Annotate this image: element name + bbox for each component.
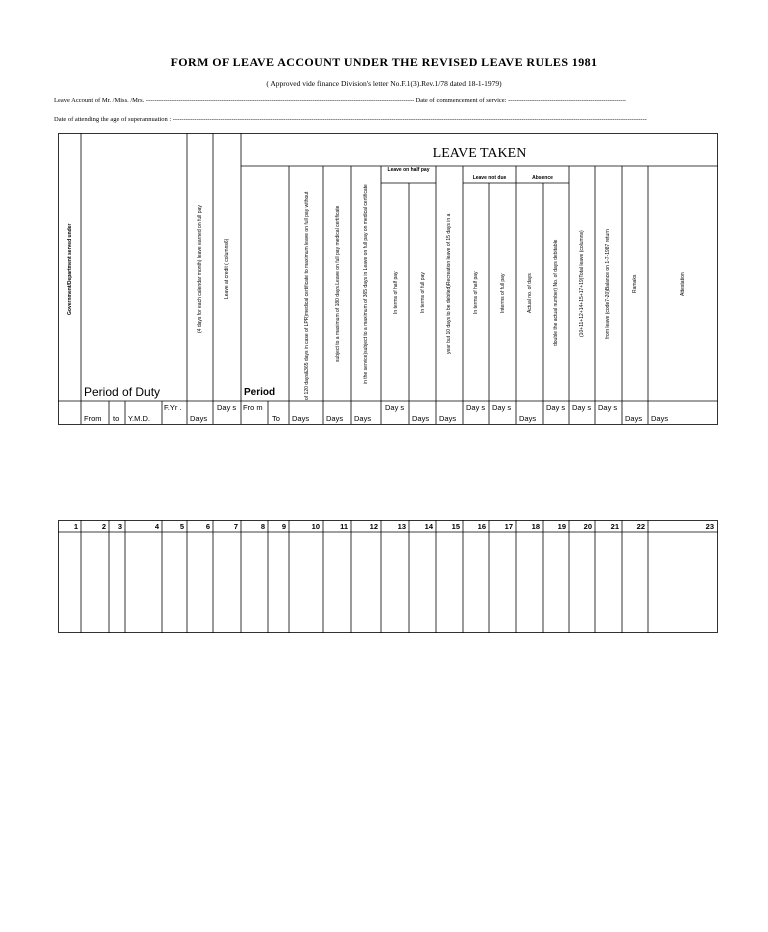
full-pay-terms-header: In terms of full pay <box>420 272 426 314</box>
to-subheader: to <box>113 414 120 423</box>
leave-earned-header: (4 days for each calendar month) leave earned on full pay <box>197 205 203 333</box>
days-subheader-22: Days <box>625 414 643 423</box>
superannuation-label: Date of attending the age of superannuation : <box>54 116 172 123</box>
medical-cert-2-header: subject to a maximum of 180 days.Leave on full pay medical certificate <box>335 205 341 363</box>
actual-days-header: Actual no. of days <box>527 273 533 313</box>
medical-cert-1-header: of 120 days&365 days in case of LPR)medical certificate to maximum leave on full pay without <box>304 191 310 400</box>
form-subtitle: ( Approved vide finance Division's letter No.F.1(3).Rev.1/78 dated 18-1-1979) <box>266 79 502 88</box>
fyr-subheader: F.Yr . <box>164 403 182 412</box>
not-due-full-pay-header: Interms of full pay <box>500 273 506 313</box>
col-number-11: 11 <box>340 522 348 531</box>
balance-header: from leave (code7-20)Balance on 1-7-1987 return <box>605 229 611 339</box>
days-subheader-20: Day s <box>572 403 592 412</box>
days-subheader-7: Day s <box>217 403 237 412</box>
col-number-18: 18 <box>531 522 540 531</box>
col-number-17: 17 <box>504 522 513 531</box>
col-number-16: 16 <box>477 522 486 531</box>
remarks-header: Ramaks <box>632 274 638 294</box>
period-heading: Period <box>244 387 276 398</box>
period-of-duty-heading: Period of Duty <box>84 385 161 399</box>
not-due-half-pay-header: In terms of half pay <box>473 271 479 315</box>
col-number-6: 6 <box>205 522 210 531</box>
to-subheader-9: To <box>272 414 280 423</box>
absence-label: Absence <box>532 175 553 181</box>
days-subheader-23: Days <box>651 414 669 423</box>
col-number-8: 8 <box>260 522 265 531</box>
from-m-subheader: Fro m <box>243 403 263 412</box>
col-number-21: 21 <box>610 522 619 531</box>
data-entry-row[interactable] <box>59 533 717 632</box>
form-title: FORM OF LEAVE ACCOUNT UNDER THE REVISED LEAVE RULES 1981 <box>170 55 598 69</box>
col-number-4: 4 <box>154 522 159 531</box>
days-subheader-15: Days <box>439 414 457 423</box>
col-number-3: 3 <box>117 522 122 531</box>
total-leave-header: (10+11+12+14+15+17+19)Total leave (columns) <box>579 230 585 338</box>
col-number-13: 13 <box>397 522 406 531</box>
col-number-2: 2 <box>101 522 106 531</box>
recreation-leave-header: year but 10 days to be debited)Recreation leave of 15 days in a <box>446 213 452 355</box>
days-subheader-10: Days <box>292 414 310 423</box>
days-subheader-19: Day s <box>546 403 566 412</box>
col-number-9: 9 <box>281 522 286 531</box>
commencement-label: Date of commencement of service: <box>415 97 507 104</box>
leave-taken-heading: LEAVE TAKEN <box>432 146 527 161</box>
col-number-1: 1 <box>73 522 78 531</box>
col-number-19: 19 <box>557 522 566 531</box>
medical-cert-3-header: in the service)subject to a maximum of 365 days in Leave on full pay on medical certificate <box>363 184 369 384</box>
days-subheader-21: Day s <box>598 403 618 412</box>
col-number-14: 14 <box>424 522 433 531</box>
days-subheader-12: Days <box>354 414 372 423</box>
col-number-20: 20 <box>583 522 592 531</box>
leave-account-label: Leave Account of Mr. /Miss. /Mrs. <box>54 97 145 104</box>
ymd-subheader: Y.M.D. <box>128 414 150 423</box>
col-number-5: 5 <box>179 522 184 531</box>
col-number-15: 15 <box>451 522 460 531</box>
govt-department-header: Government/Department served under <box>67 223 73 315</box>
col-number-12: 12 <box>369 522 378 531</box>
from-subheader: From <box>84 414 102 423</box>
attestation-header: Attestation <box>680 272 686 296</box>
days-subheader-11: Days <box>326 414 344 423</box>
days-debitable-header: double the actual number) No. of days debitable <box>553 239 559 347</box>
days-subheader-13: Day s <box>385 403 405 412</box>
days-subheader-17: Day s <box>492 403 512 412</box>
days-subheader-6: Days <box>190 414 208 423</box>
leave-credit-header: Leave at credit ( columns6) <box>224 238 230 300</box>
col-number-22: 22 <box>636 522 645 531</box>
col-number-23: 23 <box>705 522 714 531</box>
leave-on-half-pay-label: Leave on half pay <box>387 167 430 173</box>
leave-not-due-label: Leave not due <box>472 175 507 181</box>
half-pay-terms-header: In terms of half pay <box>393 271 399 315</box>
days-subheader-14: Days <box>412 414 430 423</box>
col-number-10: 10 <box>311 522 320 531</box>
days-subheader-16: Day s <box>466 403 486 412</box>
days-subheader-18: Days <box>519 414 537 423</box>
col-number-7: 7 <box>233 522 238 531</box>
